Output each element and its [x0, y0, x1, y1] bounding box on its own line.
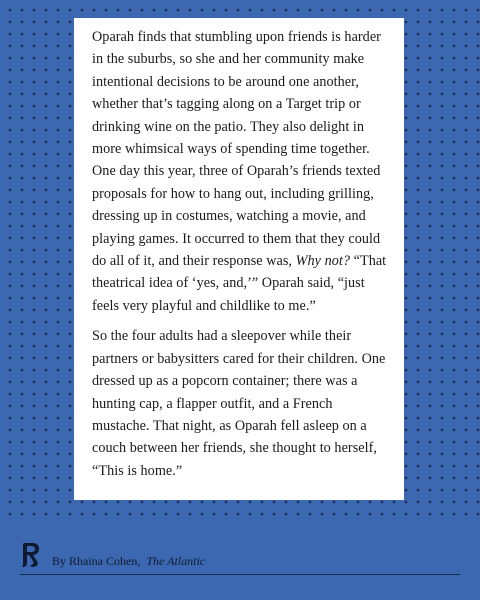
paragraph-1	[92, 26, 388, 317]
atlantic-a-logo-icon	[20, 540, 42, 570]
paragraph-2: So the four adults had a sleepover while their partners or babysitters cared for their children. One dressed up as a popcorn container; there was a hunting cap, a flapper outfit, and a French mustache. That night, as Oparah fell asleep on a couch between her friends, she thought to herself, “This is home.”	[92, 328, 386, 479]
paragraph-1-text-a: Oparah finds that stumbling upon friends is harder in the suburbs, so she and her community make intentional decisions to be around one another, whether that’s tagging along on a Target trip or drinking wine on the patio. They also delight in more whimsical ways of spending time together. One day this year, three of Oparah’s friends texted proposals for how to hang out, including grilling, dressing up in costumes, watching a movie, and playing games. It occurred to them that they could do all of it, and their response was,	[92, 29, 381, 270]
paragraph-1-emphasis: Why not?	[295, 253, 351, 270]
byline	[52, 554, 205, 569]
footer	[20, 534, 460, 575]
article-excerpt-card	[74, 18, 404, 500]
byline-publication: The Atlantic	[146, 554, 206, 568]
byline-author: By Rhaina Cohen,	[52, 554, 141, 568]
paragraph-1-text-b: “That theatrical idea of ‘yes, and,’” Oparah said, “just feels very playful and childlike to me.”	[92, 253, 387, 314]
